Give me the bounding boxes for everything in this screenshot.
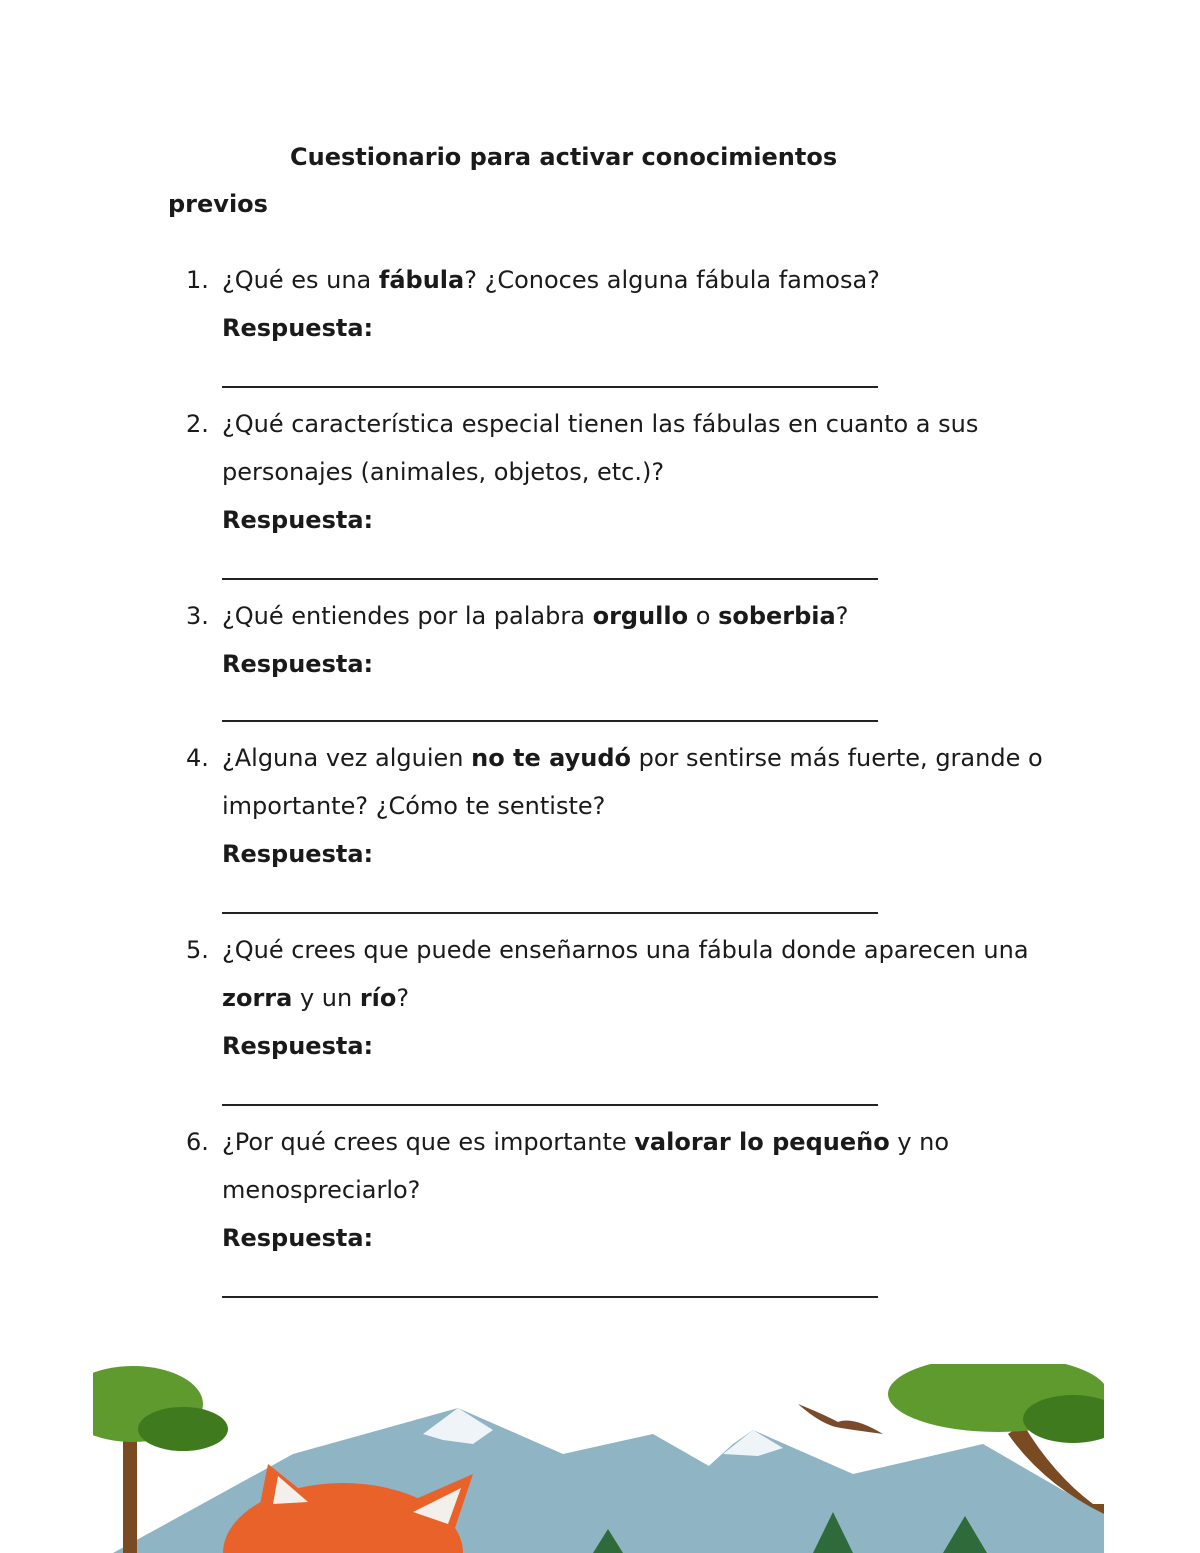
tree-trunk-left bbox=[123, 1434, 137, 1553]
document-title bbox=[168, 134, 1048, 228]
question-segment: o bbox=[688, 602, 719, 630]
question-text bbox=[222, 400, 1046, 496]
question-number: 6. bbox=[186, 1128, 209, 1156]
question-segment: ? bbox=[835, 602, 849, 630]
question-text bbox=[222, 926, 1046, 1022]
question-item bbox=[186, 734, 1046, 878]
question-text bbox=[222, 592, 1046, 640]
question-number: 4. bbox=[186, 744, 209, 772]
emphasis-text: no te ayudó bbox=[471, 744, 631, 772]
emphasis-text: fábula bbox=[378, 266, 465, 294]
emphasis-text: río bbox=[359, 984, 397, 1012]
question-segment: por sentirse más fuerte, grande o importante? ¿Cómo te sentiste? bbox=[222, 744, 1043, 820]
answer-label: Respuesta: bbox=[222, 314, 374, 342]
question-item bbox=[186, 592, 1046, 688]
question-text bbox=[222, 1118, 1046, 1214]
question-segment: ? ¿Conoces alguna fábula famosa? bbox=[464, 266, 880, 294]
answer-line[interactable] bbox=[222, 1104, 878, 1106]
question-text bbox=[222, 734, 1046, 830]
question-segment: ¿Qué es una bbox=[222, 266, 379, 294]
answer-label: Respuesta: bbox=[222, 506, 374, 534]
question-item bbox=[186, 926, 1046, 1070]
landscape-scene bbox=[93, 1364, 1104, 1553]
title-line-1: Cuestionario para activar conocimientos bbox=[290, 143, 838, 171]
question-segment: ? bbox=[396, 984, 410, 1012]
tree-canopy-left-2 bbox=[138, 1407, 228, 1451]
answer-line[interactable] bbox=[222, 720, 878, 722]
question-segment: ¿Qué característica especial tienen las fábulas en cuanto a sus personajes (animales, objetos, etc.)? bbox=[222, 410, 979, 486]
emphasis-text: orgullo bbox=[592, 602, 689, 630]
question-item bbox=[186, 400, 1046, 544]
answer-line[interactable] bbox=[222, 386, 878, 388]
answer-label: Respuesta: bbox=[222, 1032, 374, 1060]
title-line-2: previos bbox=[168, 190, 268, 218]
question-number: 2. bbox=[186, 410, 209, 438]
question-segment: ¿Qué entiendes por la palabra bbox=[222, 602, 593, 630]
question-segment: y un bbox=[292, 984, 360, 1012]
question-number: 1. bbox=[186, 266, 209, 294]
emphasis-text: valorar lo pequeño bbox=[634, 1128, 890, 1156]
question-segment: ¿Por qué crees que es importante bbox=[222, 1128, 635, 1156]
question-segment: ¿Alguna vez alguien bbox=[222, 744, 472, 772]
question-segment: ¿Qué crees que puede enseñarnos una fábula donde aparecen una bbox=[222, 936, 1029, 964]
answer-label: Respuesta: bbox=[222, 650, 374, 678]
answer-line[interactable] bbox=[222, 1296, 878, 1298]
emphasis-text: zorra bbox=[222, 984, 293, 1012]
question-item bbox=[186, 1118, 1046, 1262]
answer-line[interactable] bbox=[222, 578, 878, 580]
answer-label: Respuesta: bbox=[222, 840, 374, 868]
question-number: 3. bbox=[186, 602, 209, 630]
answer-label: Respuesta: bbox=[222, 1224, 374, 1252]
emphasis-text: soberbia bbox=[718, 602, 836, 630]
fable-illustration bbox=[93, 1364, 1104, 1553]
question-segment: y no menospreciarlo? bbox=[222, 1128, 950, 1204]
question-item bbox=[186, 256, 1046, 352]
question-number: 5. bbox=[186, 936, 209, 964]
question-text bbox=[222, 256, 1046, 304]
answer-line[interactable] bbox=[222, 912, 878, 914]
